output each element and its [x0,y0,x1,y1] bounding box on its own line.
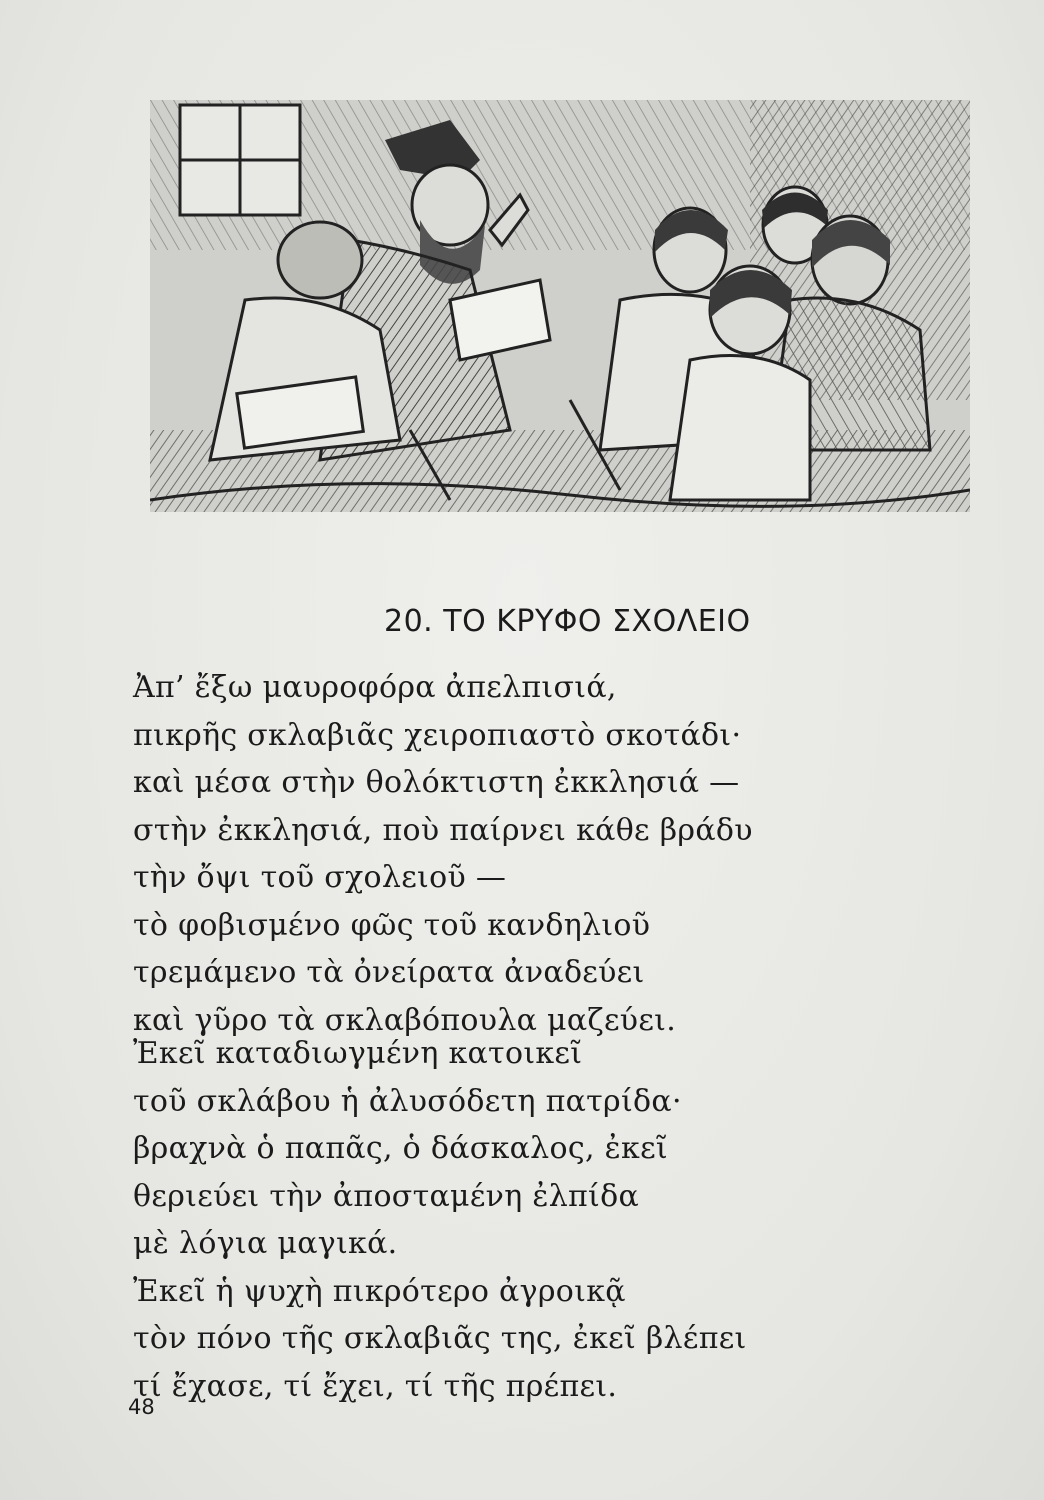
poem-line: στὴν ἐκκλησιά, ποὺ παίρνει κάθε βράδυ [133,812,753,848]
poem-line: τοῦ σκλάβου ἡ ἀλυσόδετη πατρίδα· [133,1083,682,1119]
poem-line: Ἐκεῖ καταδιωγμένη κατοικεῖ [133,1036,583,1071]
page-number: 48 [128,1395,155,1419]
poem-title: 20. ΤΟ ΚΡΥΦΟ ΣΧΟΛΕΙΟ [384,604,751,639]
stanza-1 [133,664,753,1044]
poem-line: Ἀπ’ ἔξω μαυροφόρα ἀπελπισιά, [133,670,617,705]
poem-line: Ἐκεῖ ἡ ψυχὴ πικρότερο ἀγροικᾷ [133,1273,626,1309]
poem-line: τρεμάμενο τὰ ὀνείρατα ἀναδεύει [133,955,645,990]
secret-school-illustration [150,100,970,512]
poem-line: τὸ φοβισμένο φῶς τοῦ κανδηλιοῦ [133,907,651,943]
poem-line: τὴν ὄψι τοῦ σχολειοῦ — [133,860,507,895]
poem-line: βραχνὰ ὁ παπᾶς, ὁ δάσκαλος, ἐκεῖ [133,1131,668,1166]
poem-line: καὶ μέσα στὴν θολόκτιστη ἐκκλησιά — [133,765,740,800]
poem-line: μὲ λόγια μαγικά. [133,1226,398,1261]
stanza-2 [133,1030,747,1410]
poem-line: τί ἔχασε, τί ἔχει, τί τῆς πρέπει. [133,1368,618,1404]
poem-line: τὸν πόνο τῆς σκλαβιᾶς της, ἐκεῖ βλέπει [133,1321,747,1356]
poem-line: πικρῆς σκλαβιᾶς χειροπιαστὸ σκοτάδι· [133,717,742,753]
poem-line: καὶ γῦρο τὰ σκλαβόπουλα μαζεύει. [133,1002,677,1038]
secret-school-drawing-icon [150,100,970,512]
poem-line: θεριεύει τὴν ἀποσταμένη ἐλπίδα [133,1178,640,1214]
